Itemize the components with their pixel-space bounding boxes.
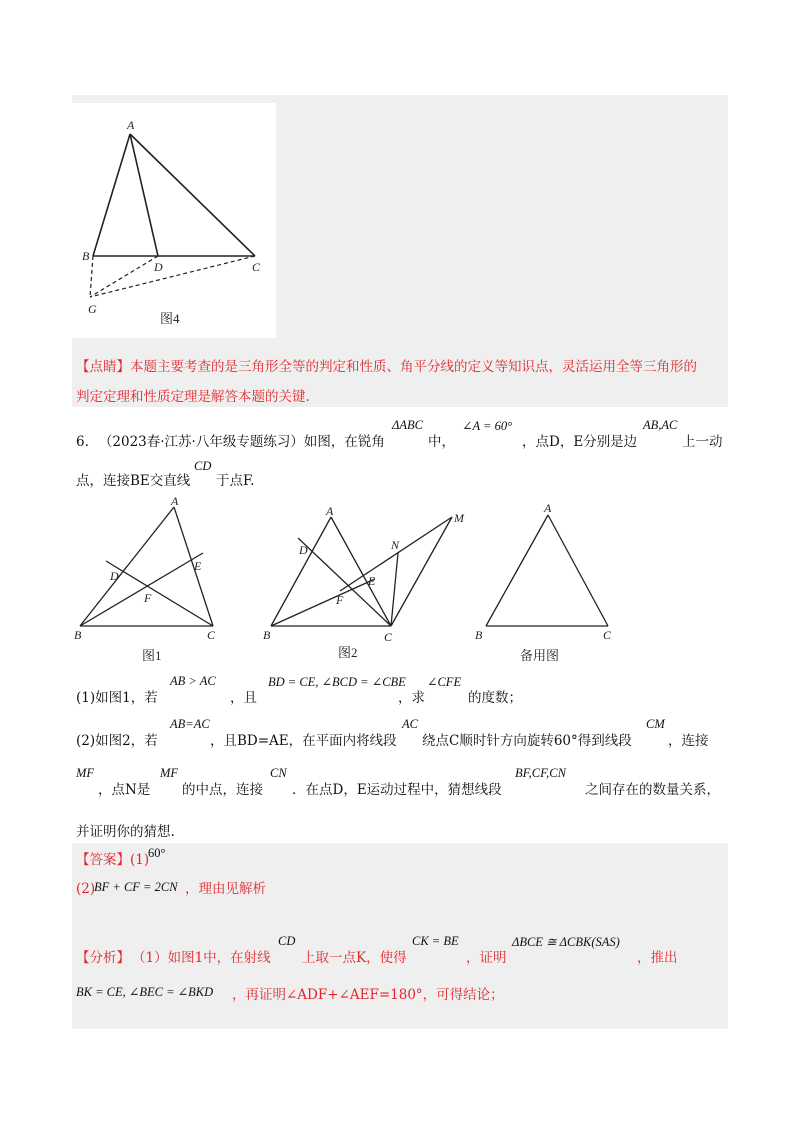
fig2-label-n: N (391, 538, 400, 552)
fig2-lines (271, 517, 452, 626)
part1-mid: ，且 (230, 690, 257, 706)
part1-target: ∠CFE (427, 675, 462, 689)
fig4-label-d: D (154, 260, 163, 274)
fig4-dash-bg (90, 256, 93, 297)
answer-v2b: ，理由见解析 (185, 881, 266, 897)
part2-connect: ，连接 (668, 733, 709, 749)
answer-v2: BF + CF = 2CN (94, 880, 178, 894)
part2-ac: AC (402, 717, 418, 731)
fig2-label-b: B (263, 628, 271, 642)
fig1-label-d: D (110, 569, 119, 583)
fig3-label-c: C (603, 628, 612, 642)
analysis-t1: （1）如图1中，在射线 (132, 950, 271, 966)
problem6-cd: CD (194, 459, 212, 473)
fig2-caption: 图2 (338, 645, 358, 660)
fig4-dash-dg (90, 256, 158, 297)
part2-mf: MF (76, 766, 95, 780)
part2-l2d: 之间存在的数量关系， (585, 782, 720, 798)
fig2-label-c: C (384, 630, 393, 644)
fig4-line-ac (130, 134, 255, 256)
note-tag: 【点睛】 (76, 359, 130, 375)
fig4-label-g: G (88, 302, 97, 316)
analysis-t4: ，推出 (637, 950, 678, 966)
part1-cond1: AB > AC (170, 674, 216, 688)
problem6-angle: ∠A = 60° (462, 419, 513, 433)
part2-cn: CN (270, 766, 287, 780)
figure-4 (72, 103, 276, 338)
fig2-ab (271, 517, 331, 626)
problem6-move: 上一动 (682, 434, 723, 450)
part1-prefix: (1)如图1，若 (76, 690, 158, 706)
analysis-tag: 【分析】 (76, 950, 130, 966)
problem6-line-2b: 于点F. (216, 473, 255, 489)
answer-tag: 【答案】 (76, 852, 130, 868)
problem6-comma-text: ，点D，E分别是边 (522, 434, 638, 450)
fig1-label-a: A (171, 495, 179, 508)
part2-line3: 并证明你的猜想. (76, 824, 175, 840)
analysis-cd: CD (278, 934, 296, 948)
problem6-in: 中， (428, 434, 455, 450)
part2-segs: BF,CF,CN (515, 766, 566, 780)
problem6-number: 6. (76, 434, 89, 450)
fig2-cd-ext (298, 538, 391, 626)
fig1-label-f: F (144, 591, 152, 605)
part2-l2b: 的中点，连接 (182, 782, 263, 798)
fig4-dash-cg (90, 256, 255, 297)
fig2-ac (331, 517, 391, 626)
answer-v1: 60° (148, 846, 166, 860)
fig3-caption: 备用图 (520, 648, 560, 663)
fig3-label-b: B (475, 628, 483, 642)
fig4-line-ad (130, 134, 158, 256)
analysis-cong: ΔBCE ≅ ΔCBK(SAS) (512, 935, 620, 949)
part2-rotate: 绕点C顺时针方向旋转60°得到线段 (422, 733, 632, 749)
fig1-be (80, 553, 203, 626)
fig3-label-a: A (544, 501, 552, 515)
fig2-label-f: F (336, 593, 344, 607)
note-line-1 (76, 357, 697, 377)
part2-l2c: ．在点D，E运动过程中，猜想线段 (292, 782, 502, 798)
answer-p2: (2) (76, 881, 96, 897)
fig4-caption: 图4 (160, 311, 180, 326)
problem6-line-2a: 点，连接BE交直线 (76, 473, 191, 489)
analysis-t3: ，证明 (466, 950, 507, 966)
note-line-2: 判定定理和性质定理是解答本题的关键. (76, 389, 310, 405)
answer-p1: (1) (130, 852, 150, 868)
fig2-cm (391, 517, 452, 626)
fig4-label-a: A (127, 118, 135, 132)
problem6-triangle: ΔABC (392, 418, 423, 432)
part1-ask: ，求 (398, 690, 425, 706)
fig2-label-e: E (368, 574, 376, 588)
problem6-source: （2023春·江苏·八年级专题练习）如图，在锐角 (98, 434, 385, 450)
fig3-lines (486, 515, 608, 626)
fig1-caption: 图1 (142, 648, 162, 663)
analysis-ck: CK = BE (412, 934, 459, 948)
fig1-label-c: C (207, 628, 216, 642)
part2-cm: CM (646, 717, 665, 731)
fig1-ab (80, 507, 174, 626)
figures-svg (70, 495, 630, 670)
fig3-ac (548, 515, 608, 626)
fig1-label-e: E (194, 559, 202, 573)
analysis-l2b: ，再证明∠ADF+∠AEF=180°，可得结论； (232, 987, 504, 1003)
fig4-label-b: B (82, 249, 90, 263)
part2-mid: ，且BD=AE，在平面内将线段 (210, 733, 397, 749)
part2-prefix: (2)如图2，若 (76, 733, 158, 749)
fig2-label-a: A (326, 504, 334, 518)
analysis-l2a: BK = CE, ∠BEC = ∠BKD (76, 985, 214, 999)
fig4-label-c: C (252, 260, 261, 274)
fig2-label-m: M (454, 511, 464, 525)
figures-row (70, 495, 630, 670)
part2-mf2: MF (160, 766, 179, 780)
problem6-line-1 (76, 432, 385, 452)
fig1-label-b: B (74, 628, 82, 642)
note-text-1: 本题主要考查的是三角形全等的判定和性质、角平分线的定义等知识点，灵活运用全等三角形的 (130, 359, 697, 375)
part2-l2a: ，点N是 (98, 782, 151, 798)
problem6-sides: AB,AC (643, 418, 678, 432)
answer-line-1 (76, 850, 149, 870)
part1-end: 的度数； (468, 690, 522, 706)
fig3-ab (486, 515, 548, 626)
fig2-be (271, 579, 375, 626)
fig2-label-d: D (299, 543, 308, 557)
analysis-t2: 上取一点K，使得 (302, 950, 407, 966)
fig4-line-ab (93, 134, 130, 256)
part2-cond1: AB=AC (170, 717, 210, 731)
figure-4-svg (72, 103, 276, 338)
part1-cond2: BD = CE, ∠BCD = ∠CBE (268, 675, 406, 689)
